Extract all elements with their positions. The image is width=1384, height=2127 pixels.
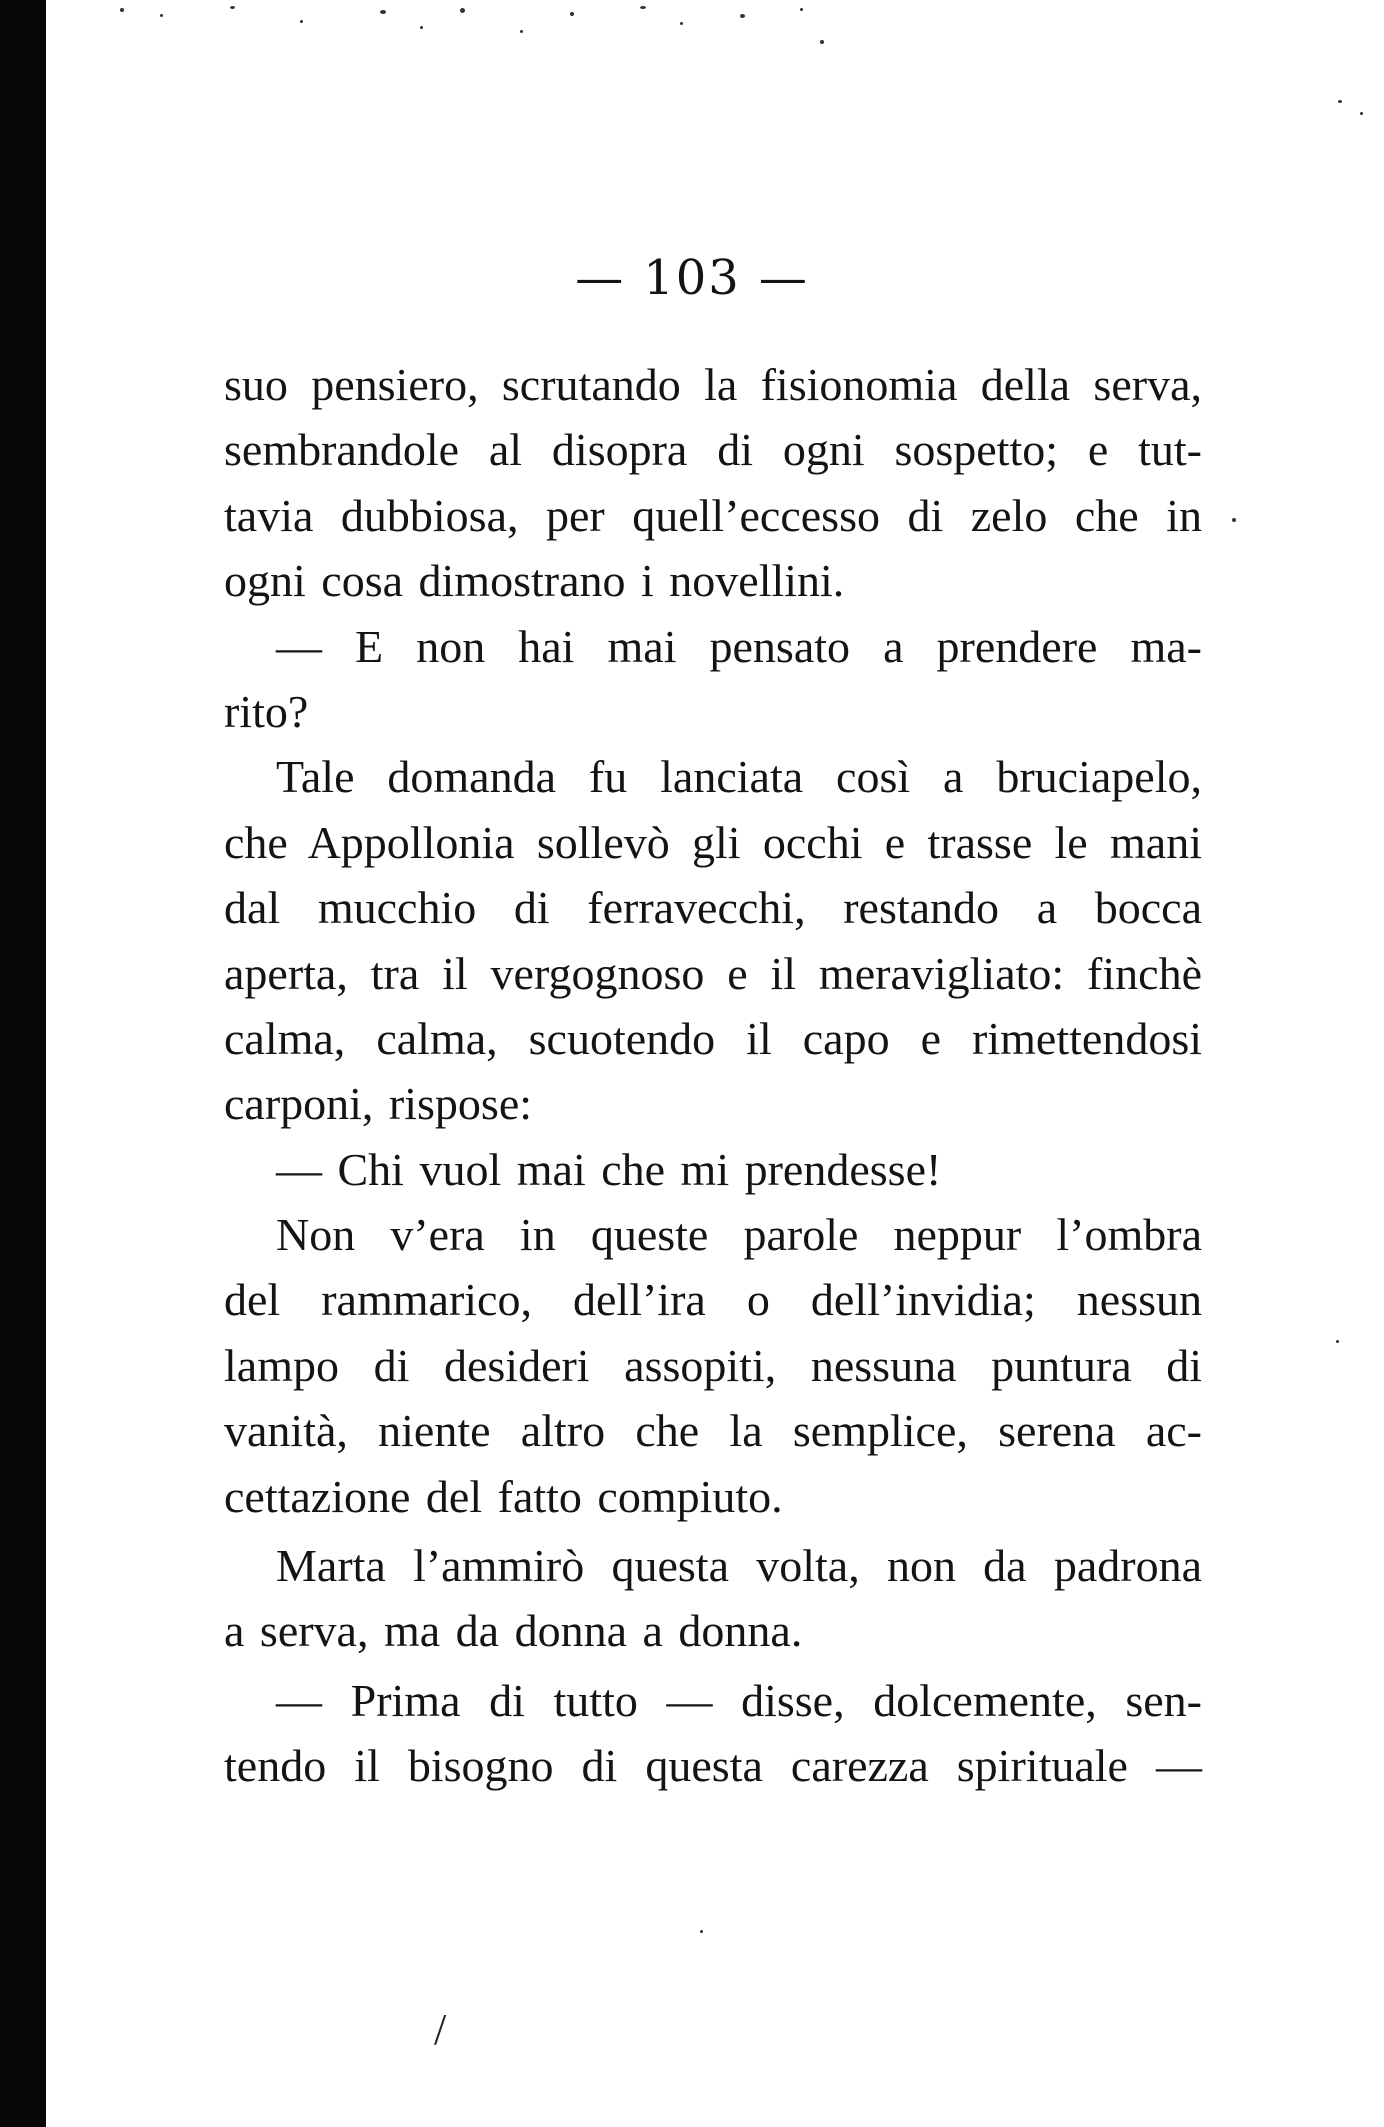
scan-speck	[1338, 100, 1342, 103]
text-line: aperta, tra il vergognoso e il meravigliato: finchè	[224, 947, 1202, 999]
text-line: ogni cosa dimostrano i novellini.	[224, 555, 845, 607]
stray-pen-mark: /	[434, 2005, 447, 2054]
text-line: sembrandole al disopra di ogni sospetto; e tut-	[224, 424, 1202, 476]
scan-speck	[700, 1930, 703, 1933]
scan-speck	[1360, 112, 1363, 115]
text-line: carponi, rispose:	[224, 1078, 533, 1130]
text-line: che Appollonia sollevò gli occhi e trasse le mani	[224, 816, 1202, 868]
scan-speck	[1232, 518, 1236, 522]
text-line: — Prima di tutto — disse, dolcemente, sen-	[276, 1674, 1202, 1726]
text-line: tendo il bisogno di questa carezza spirituale —	[224, 1740, 1202, 1792]
text-line: a serva, ma da donna a donna.	[224, 1605, 803, 1657]
text-line: tavia dubbiosa, per quell’eccesso di zelo che in	[224, 489, 1202, 541]
text-line: — E non hai mai pensato a prendere ma-	[276, 620, 1202, 672]
scan-noise-top	[100, 0, 900, 60]
text-line: Marta l’ammirò questa volta, non da padrona	[276, 1540, 1202, 1592]
body-text	[224, 352, 1202, 1799]
text-line: del rammarico, dell’ira o dell’invidia; nessun	[224, 1274, 1202, 1326]
text-line: Non v’era in queste parole neppur l’ombra	[276, 1209, 1202, 1261]
page-number: — 103 —	[575, 250, 809, 306]
text-line: lampo di desideri assopiti, nessuna puntura di	[224, 1339, 1202, 1391]
text-line: calma, calma, scuotendo il capo e rimettendosi	[224, 1012, 1202, 1064]
text-line: vanità, niente altro che la semplice, serena ac-	[224, 1405, 1202, 1457]
book-spine-shadow	[0, 0, 46, 2127]
text-line: suo pensiero, scrutando la fisionomia della serva,	[224, 359, 1202, 410]
text-line: rito?	[224, 685, 309, 737]
text-line: — Chi vuol mai che mi prendesse!	[276, 1143, 942, 1195]
scan-speck	[1336, 1340, 1339, 1343]
text-line: Tale domanda fu lanciata così a bruciapelo,	[276, 751, 1202, 803]
text-line: cettazione del fatto compiuto.	[224, 1470, 783, 1522]
text-line: dal mucchio di ferravecchi, restando a bocca	[224, 882, 1202, 934]
